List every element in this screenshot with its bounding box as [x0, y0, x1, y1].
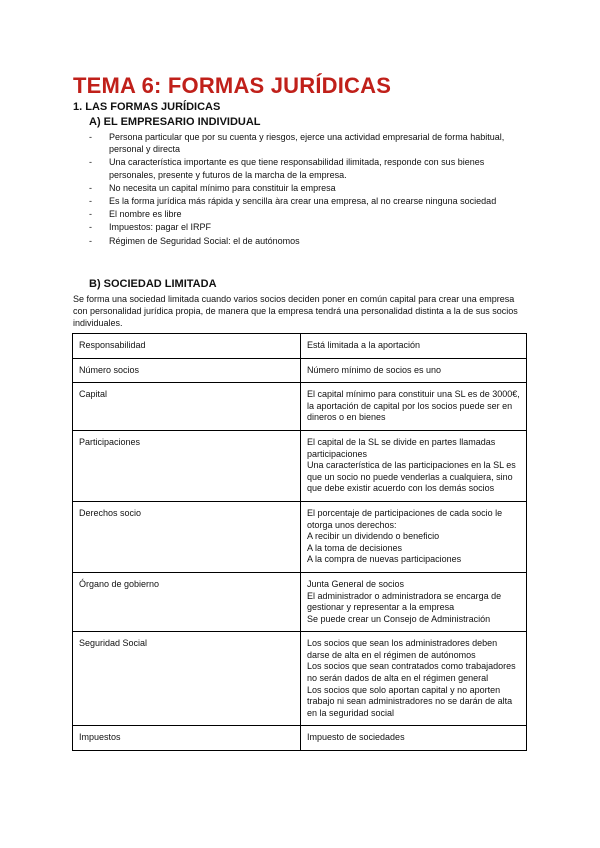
table-cell-value: El capital de la SL se divide en partes llamadas participaciones Una característica de las participaciones en la SL es que un socio no puede venderlas a cualquiera, sino que debe existir acuerdo con los demás socios [301, 430, 527, 501]
table-row [73, 358, 527, 383]
table-cell-value: El porcentaje de participaciones de cada socio le otorga unos derechos: A recibir un dividendo o beneficio A la toma de decisiones A la compra de nuevas participaciones [301, 501, 527, 572]
list-item: - Impuestos: pagar el IRPF [89, 221, 529, 233]
table-cell-value: Junta General de socios El administrador o administradora se encarga de gestionar y representar a la empresa Se puede crear un Consejo de Administración [301, 572, 527, 631]
table-cell-value: Está limitada a la aportación [301, 334, 527, 359]
list-item: - El nombre es libre [89, 208, 529, 220]
table-cell-label: Capital [73, 383, 301, 431]
subsection-heading-a: A) EL EMPRESARIO INDIVIDUAL [89, 116, 261, 128]
table-row [73, 501, 527, 572]
table-cell-label: Número socios [73, 358, 301, 383]
list-item: - Es la forma jurídica más rápida y sencilla àra crear una empresa, al no crearse ninguna sociedad [89, 195, 529, 207]
list-item: - No necesita un capital mínimo para constituir la empresa [89, 182, 529, 194]
table-row [73, 726, 527, 751]
list-item: - Persona particular que por su cuenta y riesgos, ejerce una actividad empresarial de forma habitual, personal y directa [89, 131, 529, 155]
table-cell-label: Participaciones [73, 430, 301, 501]
section-heading: 1. LAS FORMAS JURÍDICAS [73, 101, 221, 113]
table-cell-label: Impuestos [73, 726, 301, 751]
subsection-heading-b: B) SOCIEDAD LIMITADA [89, 278, 217, 290]
table-cell-label: Derechos socio [73, 501, 301, 572]
list-item: - Una característica importante es que tiene responsabilidad ilimitada, responde con sus bienes personales, presente y futuros de la marcha de la empresa. [89, 156, 529, 180]
table-row [73, 383, 527, 431]
info-table [72, 333, 527, 751]
bullet-list [89, 131, 529, 248]
list-item: - Régimen de Seguridad Social: el de autónomos [89, 235, 529, 247]
table-cell-label: Seguridad Social [73, 632, 301, 726]
table-cell-value: El capital mínimo para constituir una SL es de 3000€, la aportación de capital por los socios puede ser en dineros o en bienes [301, 383, 527, 431]
table-cell-value: Los socios que sean los administradores deben darse de alta en el régimen de autónomos Los socios que sean contratados como trabajadores no serán dados de alta en el régimen general Los socios que solo aportan capital y no aporten trabajo ni sean administradores no se darán de alta en la seguridad social [301, 632, 527, 726]
table-row [73, 632, 527, 726]
table-cell-value: Impuesto de sociedades [301, 726, 527, 751]
intro-paragraph: Se forma una sociedad limitada cuando varios socios deciden poner en común capital para crear una empresa con personalidad jurídica propia, de manera que la empresa tendrá una personalidad distinta a la de sus socios individuales. [73, 294, 518, 329]
table-row [73, 430, 527, 501]
table-cell-value: Número mínimo de socios es uno [301, 358, 527, 383]
table-cell-label: Órgano de gobierno [73, 572, 301, 631]
table-row [73, 334, 527, 359]
table-cell-label: Responsabilidad [73, 334, 301, 359]
table-row [73, 572, 527, 631]
page-title: TEMA 6: FORMAS JURÍDICAS [73, 73, 392, 98]
